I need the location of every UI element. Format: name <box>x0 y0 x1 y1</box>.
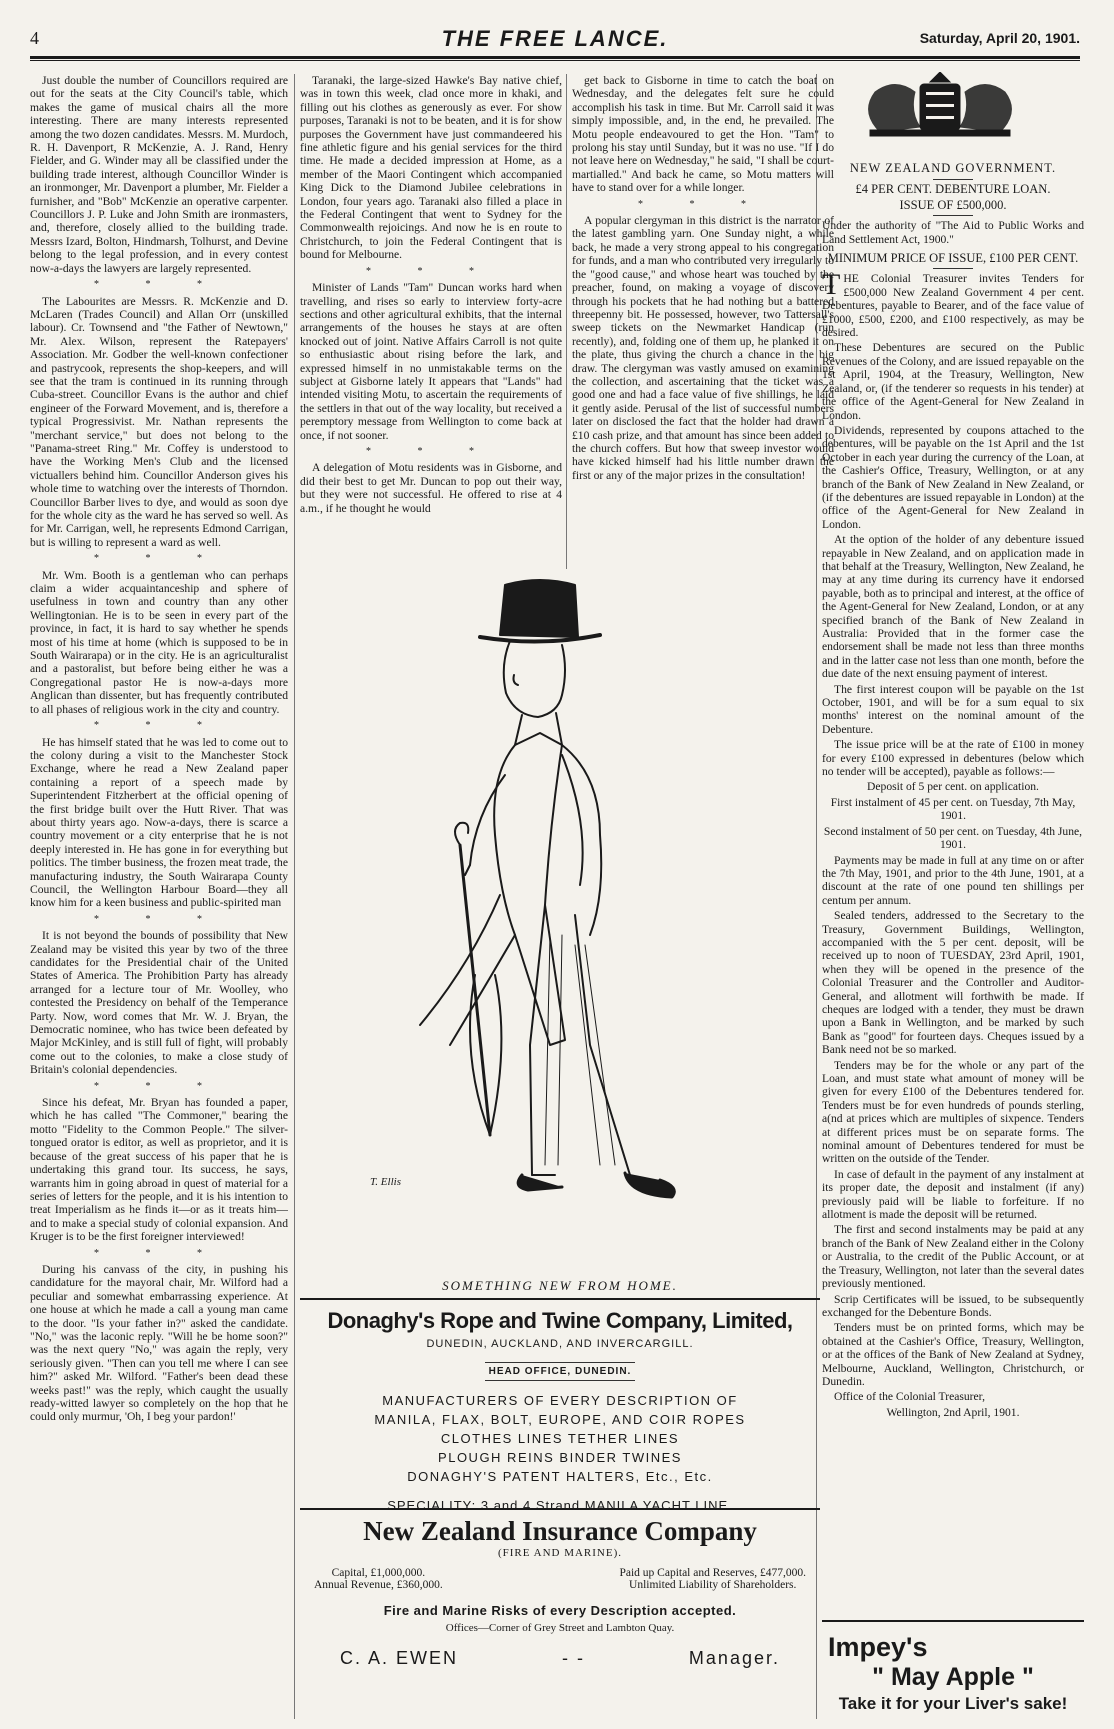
paragraph: In case of default in the payment of any instalment at its proper date, the deposit and instalment (if any) previously paid will be liable to forfeiture. If no allotment is made the deposit will be returned. <box>822 1167 1084 1222</box>
ad-products <box>300 1391 820 1486</box>
divider <box>933 179 973 180</box>
ad-slogan: Take it for your Liver's sake! <box>838 1694 1068 1713</box>
section-break: * * * <box>94 553 224 565</box>
cartoon-illustration <box>300 575 820 1275</box>
column-1 <box>30 74 288 1719</box>
section-break: * * * <box>94 720 224 732</box>
ad-impey <box>822 1620 1084 1722</box>
manager-name: C. A. EWEN <box>340 1648 459 1668</box>
ad-cities: DUNEDIN, AUCKLAND, AND INVERCARGILL. <box>426 1338 694 1350</box>
manager-title: Manager. <box>688 1648 780 1668</box>
ad-speciality: SPECIALITY: 3 and 4 Strand MANILA YACHT LINE. <box>387 1498 733 1513</box>
ad-company-name: New Zealand Insurance Company <box>363 1516 757 1546</box>
issue-date: Saturday, April 20, 1901. <box>919 30 1080 46</box>
ad-insurance <box>300 1508 820 1725</box>
paragraph: A delegation of Motu residents was in Gisborne, and did their best to get Mr. Duncan to pop out their way, but they were not successful. He offered to rise at 4 a.m., if he thought he would <box>300 461 562 515</box>
paragraph: At the option of the holder of any debenture issued repayable in New Zealand, and on application made in that behalf at the Treasury, Wellington, New Zealand, he may at any time during its currency have it endorsed payable, both as to principal and interest, at the office of the Agent-General for New Zealand, London, or at any specified branch of the Bank of New Zealand in Australia: Provided that in the former case the endorsement shall be made not less than three months and in the latter case not less than one month, before the due date of the next ensuing payment of interest. <box>822 533 1084 681</box>
header-rule <box>30 56 1080 59</box>
paragraph: The first interest coupon will be payable on the 1st October, 1901, and will be for a sum equal to six months' interest on the nominal amount of the Debenture. <box>822 682 1084 736</box>
paragraph: Payments may be made in full at any time on or after the 7th May, 1901, and prior to the 4th June, 1901, at a discount at the rate of one pound ten shillings per centum per annum. <box>822 853 1084 907</box>
ad-line: PLOUGH REINS BINDER TWINES <box>438 1450 682 1465</box>
ad-manager <box>340 1648 780 1669</box>
ad-line: MANILA, FLAX, BOLT, EUROPE, AND COIR ROPES <box>374 1412 746 1427</box>
section-break: * * * <box>94 913 224 925</box>
section-break: * * * <box>366 445 496 457</box>
paragraph: Scrip Certificates will be issued, to be subsequently exchanged for the Debenture Bonds. <box>822 1292 1084 1319</box>
column-2 <box>300 74 562 569</box>
ad-line: DONAGHY'S PATENT HALTERS, Etc., Etc. <box>407 1469 713 1484</box>
signature-date: Wellington, 2nd April, 1901. <box>886 1405 1020 1419</box>
ad-risks: Fire and Marine Risks of every Description accepted. <box>383 1603 737 1618</box>
paragraph: Sealed tenders, addressed to the Secretary to the Treasury, Government Buildings, Wellington, accompanied with the 5 per cent. deposit, will be received up to noon of TUESDAY, 23rd April, 1901, when they will be opened in the presence of the Colonial Treasurer and the Controller and Auditor-General, and allotment will forthwith be made. If cheques are lodged with a tender, they must be drawn upon a Bank in Wellington, and be marked by such Bank as "good" for fourteen days. Cheques issued by a Bank need not be so marked. <box>822 909 1084 1057</box>
header-rule-thin <box>30 60 1080 61</box>
section-break: * * * <box>638 198 768 210</box>
paragraph: Tenders must be on printed forms, which may be obtained at the Cashier's Office, Treasury, Wellington, or at the offices of the Bank of New Zealand at Sydney, Melbourne, Auckland, Wellington, Christchurch, or Dunedin. <box>822 1321 1084 1388</box>
ad-liability: Unlimited Liability of Shareholders. <box>629 1579 797 1591</box>
column-4-government-notice <box>822 158 1084 1658</box>
notice-heading: NEW ZEALAND GOVERNMENT. <box>849 161 1057 175</box>
column-divider <box>294 74 295 1719</box>
coat-of-arms-icon <box>840 72 1040 140</box>
section-break: * * * <box>94 1080 224 1092</box>
paragraph: get back to Gisborne in time to catch the boat on Wednesday, and the delegates felt sure he could accomplish his task in time. But Mr. Carroll said it was simply impossible, and, in the end, he prevailed. The Motu people endeavoured to get the Hon. "Tam" to prolong his stay until Sunday, but it was no use. "If I do not leave here on Wednesday," he said, "I shall be court-martialled." And back he came, so Motu matters will have to stand over for a while longer. <box>572 74 834 195</box>
paragraph: The issue price will be at the rate of £100 in money for every £100 expressed in debentures (below which no tender will be accepted), payable as follows:— <box>822 738 1084 779</box>
paragraph: Dividends, represented by coupons attached to the debentures, will be payable on the 1st April and the 1st October in each year during the currency of the Loan, at the Cashier's Office, Treasury, Wellington, or at any branch of the Bank of New Zealand in New Zealand, or (if the debentures are issued repayable in London) at the office of the Agent-General for New Zealand in London. <box>822 423 1084 531</box>
notice-issue: ISSUE OF £500,000. <box>899 197 1007 212</box>
signature-office: Office of the Colonial Treasurer, <box>834 1390 985 1404</box>
schedule-line: First instalment of 45 per cent. on Tuesday, 7th May, 1901. <box>830 795 1076 823</box>
ad-line: CLOTHES LINES TETHER LINES <box>440 1431 680 1446</box>
ad-paidup: Paid up Capital and Reserves, £477,000. <box>619 1567 806 1579</box>
page-header <box>30 28 1080 50</box>
section-break: * * * <box>94 1247 224 1259</box>
ad-brand: Impey's <box>828 1632 928 1662</box>
notice-loan: £4 PER CENT. DEBENTURE LOAN. <box>855 182 1051 197</box>
notice-minimum: MINIMUM PRICE OF ISSUE, £100 PER CENT. <box>827 251 1079 266</box>
ad-revenue: Annual Revenue, £360,000. <box>314 1579 443 1591</box>
paragraph: It is not beyond the bounds of possibility that New Zealand may be visited this year by two of the three candidates for the Presidential chair of the United States of America. The Prohibition Party has already arranged for a lecture tour of Mr. Woolley, who contested the Presidency on behalf of the Temperance Party. Now, word comes that Mr. W. J. Bryan, the Democratic nominee, who has twice been defeated by Major McKinley, and is still full of fight, will probably come out to the colonies, to make a close study of Britain's colonial dependencies. <box>30 929 288 1077</box>
paragraph: Just double the number of Councillors required are out for the seats at the City Council's table, which makes the game of musical chairs all the more interesting. There are many interests represented among the two dozen candidates. Messrs. M. Murdoch, R. H. Davenport, R McKenzie, A. J. Rand, Henry Fielder, and G. Winder may all be classified under the building trade interest, although Councillor Winder is an ironmonger, Mr. Davenport a plumber, Mr. Fielder a furnisher, and "Bob" McKenzie an operative carpenter. Councillors J. P. Luke and John Smith are ironmasters, and, therefore, closely allied to the building trade. Messrs Izard, Bolton, Hindmarsh, Tolhurst, and Devine belong to the legal profession, and in every contest now-a-days the lawyers are largely represented. <box>30 74 288 275</box>
column-divider <box>566 74 567 569</box>
paragraph: Taranaki, the large-sized Hawke's Bay native chief, was in town this week, clad once more in khaki, and filling out his clothes as generously as ever. For show purposes, Taranaki is not to be beaten, and it is for show purposes the Government have just commandeered his fine athletic figure and his genial services for the third time. He made a decided impression at Home, as a member of the Maori Contingent which accompanied King Dick to the Diamond Jubilee celebrations in London, four years ago. Taranaki also filled a place in the Federal Contingent that went to Sydney for the Commonwealth rejoicings. And now he is en route to Christchurch, to join the Federal Contingent that is bound for Melbourne. <box>300 74 562 262</box>
schedule-line: Second instalment of 50 per cent. on Tuesday, 4th June, 1901. <box>823 824 1083 852</box>
ad-company-name: Donaghy's Rope and Twine Company, Limited, <box>327 1308 793 1333</box>
paragraph: The Labourites are Messrs. R. McKenzie and D. McLaren (Trades Council) and Allan Orr (unskilled labour). Cr. Townsend and "the Father of Newtown," Mr. Alex. Wilson, represent the Ratepayers' Association. Mr. Godber the well-known confectioner and pastrycook, represents the shop-keepers, and will see that the tram is continued in its running through Cuba-street. Councillor Evans is the author and chief engineer of the Forward Movement, and is, therefore a typical Progressivist. Mr. Nathan represents the "merchant service," but does not belong to the "Panama-street Ring." Mr. Coffey is understood to have the Working Men's Club and the licensed victuallers behind him. Councillor Anderson gives his whole time to watching over the interests of Thorndon. Councillor Barber lives to dye, and would as soon dye for the whole city as the ward he has served so well. As for Mr. Carrigan, well, he represents Edmond Carrigan, but is willing to represent a ward as well. <box>30 294 288 549</box>
divider <box>933 215 973 216</box>
ad-capital-block <box>314 1567 806 1591</box>
paragraph: The first and second instalments may be paid at any branch of the Bank of New Zealand either in the Colony or Australia, to the credit of the Public Account, or at the Treasury, Wellington, not later than the several dates previously mentioned. <box>822 1223 1084 1291</box>
paragraph: He has himself stated that he was led to come out to the colony during a visit to the Manchester Stock Exchange, where he read a New Zealand paper containing a report of a speech made by Superintendent Fitzherbert at the official opening of the first bridge built over the Hutt River. That was about thirty years ago. Now-a-days, there is scarce a country movement or a city enterprise that he is not deeply interested in. He has gone in for everything but politics. The timber business, the frozen meat trade, the manufacturing industry, the South Wairarapa County Council, the Wellington Harbour Board—they all know him for a keen business and public-spirited man <box>30 735 288 910</box>
paragraph: HE Colonial Treasurer invites Tenders for £500,000 New Zealand Government 4 per cent. Debentures, payable to Bearer, and of the face value of £1000, £500, £200, and £100 respectively, as may be desired. <box>822 272 1084 340</box>
paragraph: A popular clergyman in this district is the narrator of the latest gambling yarn. One Sunday night, a while back, he made a very strong appeal to his congregation for funds, and a man who contributed very irregularly to the "good cause," and whose heart was touched by the preacher, found, on making a voyage of discovery through his pockets that he had nothing but a battered threepenny bit. He possessed, however, two Tattersall's sweep tickets on the Newmarket Handicap (run recently), and, folding one of them up, he planked it on the plate, thus giving the church a chance in the big draw. The clergyman was vastly amused on examining the collection, and ascertaining that the ticket was a good one and had a face value of five shillings, he laid it gently aside. Perusal of the list of successful numbers later on disclosed the fact that the holder had drawn a £10 cash prize, and that amount has since been added to the church coffers. But how that sweep investor would have kicked himself had his little number drawn the first or any of the major prizes in the consultation! <box>572 214 834 482</box>
paragraph: Since his defeat, Mr. Bryan has founded a paper, which he has called "The Commoner," bearing the motto "Fidelity to the Common People." The silver-tongued orator is editor, as well as proprietor, and it is because of the great success of his paper that he is undertaking this grand tour. Its success, he says, warrants him in going abroad in quest of material for a series of letters for the people, and it is his intention to treat Imperialism as he finds it—or as it treats him—and to make a special study of colonial expansion. And Kruger is to be the first foreigner interviewed! <box>30 1096 288 1244</box>
drop-cap: T <box>822 268 841 302</box>
ad-offices: Offices—Corner of Grey Street and Lambton Quay. <box>445 1622 675 1634</box>
schedule-line: Deposit of 5 per cent. on application. <box>867 780 1039 794</box>
paragraph: These Debentures are secured on the Public Revenues of the Colony, and are issued repayable on the 1st April, 1904, at the Treasury, Wellington, New Zealand, or, (if the tenderer so requests in his tender) at the office of the Agent-General for New Zealand in London. <box>822 341 1084 422</box>
artist-signature: T. Ellis <box>370 1176 401 1188</box>
paragraph: Tenders may be for the whole or any part of the Loan, and must state what amount of money will be given for every £100 of the Debentures tendered for. Tenders must be for even hundreds of pounds sterling, a(nd at prices which are multiples of sixpence. Tenders at different prices must be on separate forms. The nominal amount of Debentures tendered for must be written on the outside of the Tender. <box>822 1058 1084 1166</box>
ad-subtitle: (FIRE AND MARINE). <box>497 1547 623 1559</box>
column-3 <box>572 74 834 569</box>
section-break: * * * <box>94 279 224 291</box>
page-number: 4 <box>30 28 39 48</box>
section-break: * * * <box>366 265 496 277</box>
ad-product: " May Apple " <box>872 1663 1034 1691</box>
paragraph: Mr. Wm. Booth is a gentleman who can perhaps claim a wider acquaintanceship and sphere of usefulness in town and country than any other Wellingtonian. He is to be seen in every part of the province, in fact, it is hard to say whether he spends most of his time at home (which is supposed to be in South Wairarapa) or in the city. He is an agriculturalist and a pastoralist, but before being either he was a Congregational pastor He is now-a-days more Anglican than dissenter, but has frequently contributed to all phases of religious work in the city and country. <box>30 568 288 716</box>
ad-head-office: HEAD OFFICE, DUNEDIN. <box>485 1362 635 1381</box>
ad-capital: Capital, £1,000,000. <box>331 1567 426 1579</box>
notice-authority: Under the authority of "The Aid to Public Works and Land Settlement Act, 1900." <box>822 219 1084 246</box>
divider <box>933 268 973 269</box>
ad-line: MANUFACTURERS OF EVERY DESCRIPTION OF <box>382 1393 738 1408</box>
paragraph: Minister of Lands "Tam" Duncan works hard when travelling, and rises so early to interview forty-acre sections and other agricultural exhibits, that the internal arrangements of the houses he stays at are often knocked out of joint. Native Affairs Carroll is not quite so enthusiastic about rising before the lark, and expressed himself in no unmistakable terms on the subject at Gisborne lately It appears that "Lands" had intended visiting Motu, to ascertain the requirements of the settlers in that out of the way locality, but received a peremptory message from Wellington to come back at once, if not sooner. <box>300 281 562 442</box>
masthead-title: THE FREE LANCE. <box>441 26 669 51</box>
manager-dashes: - - <box>561 1648 585 1668</box>
cartoon-caption: SOMETHING NEW FROM HOME. <box>442 1278 678 1293</box>
paragraph: During his canvass of the city, in pushing his candidature for the mayoral chair, Mr. Wilford had a peculiar and somewhat embarrassing experience. At one house at which he made a call a young man came to the door. "Is your father in?" asked the candidate. "No," was the laconic reply. "Will he be home soon?" was the next query "No," was again the reply, very seriously given. "Then can you tell me where I can see him?" asked Mr. Wilford. "Father's been dead these weeks past!" was the reply, which caught the usually ready-witted lawyer so completely on the hop that he could only murmur, 'Oh, I beg your pardon!' <box>30 1262 288 1424</box>
ad-donaghy <box>300 1298 820 1512</box>
